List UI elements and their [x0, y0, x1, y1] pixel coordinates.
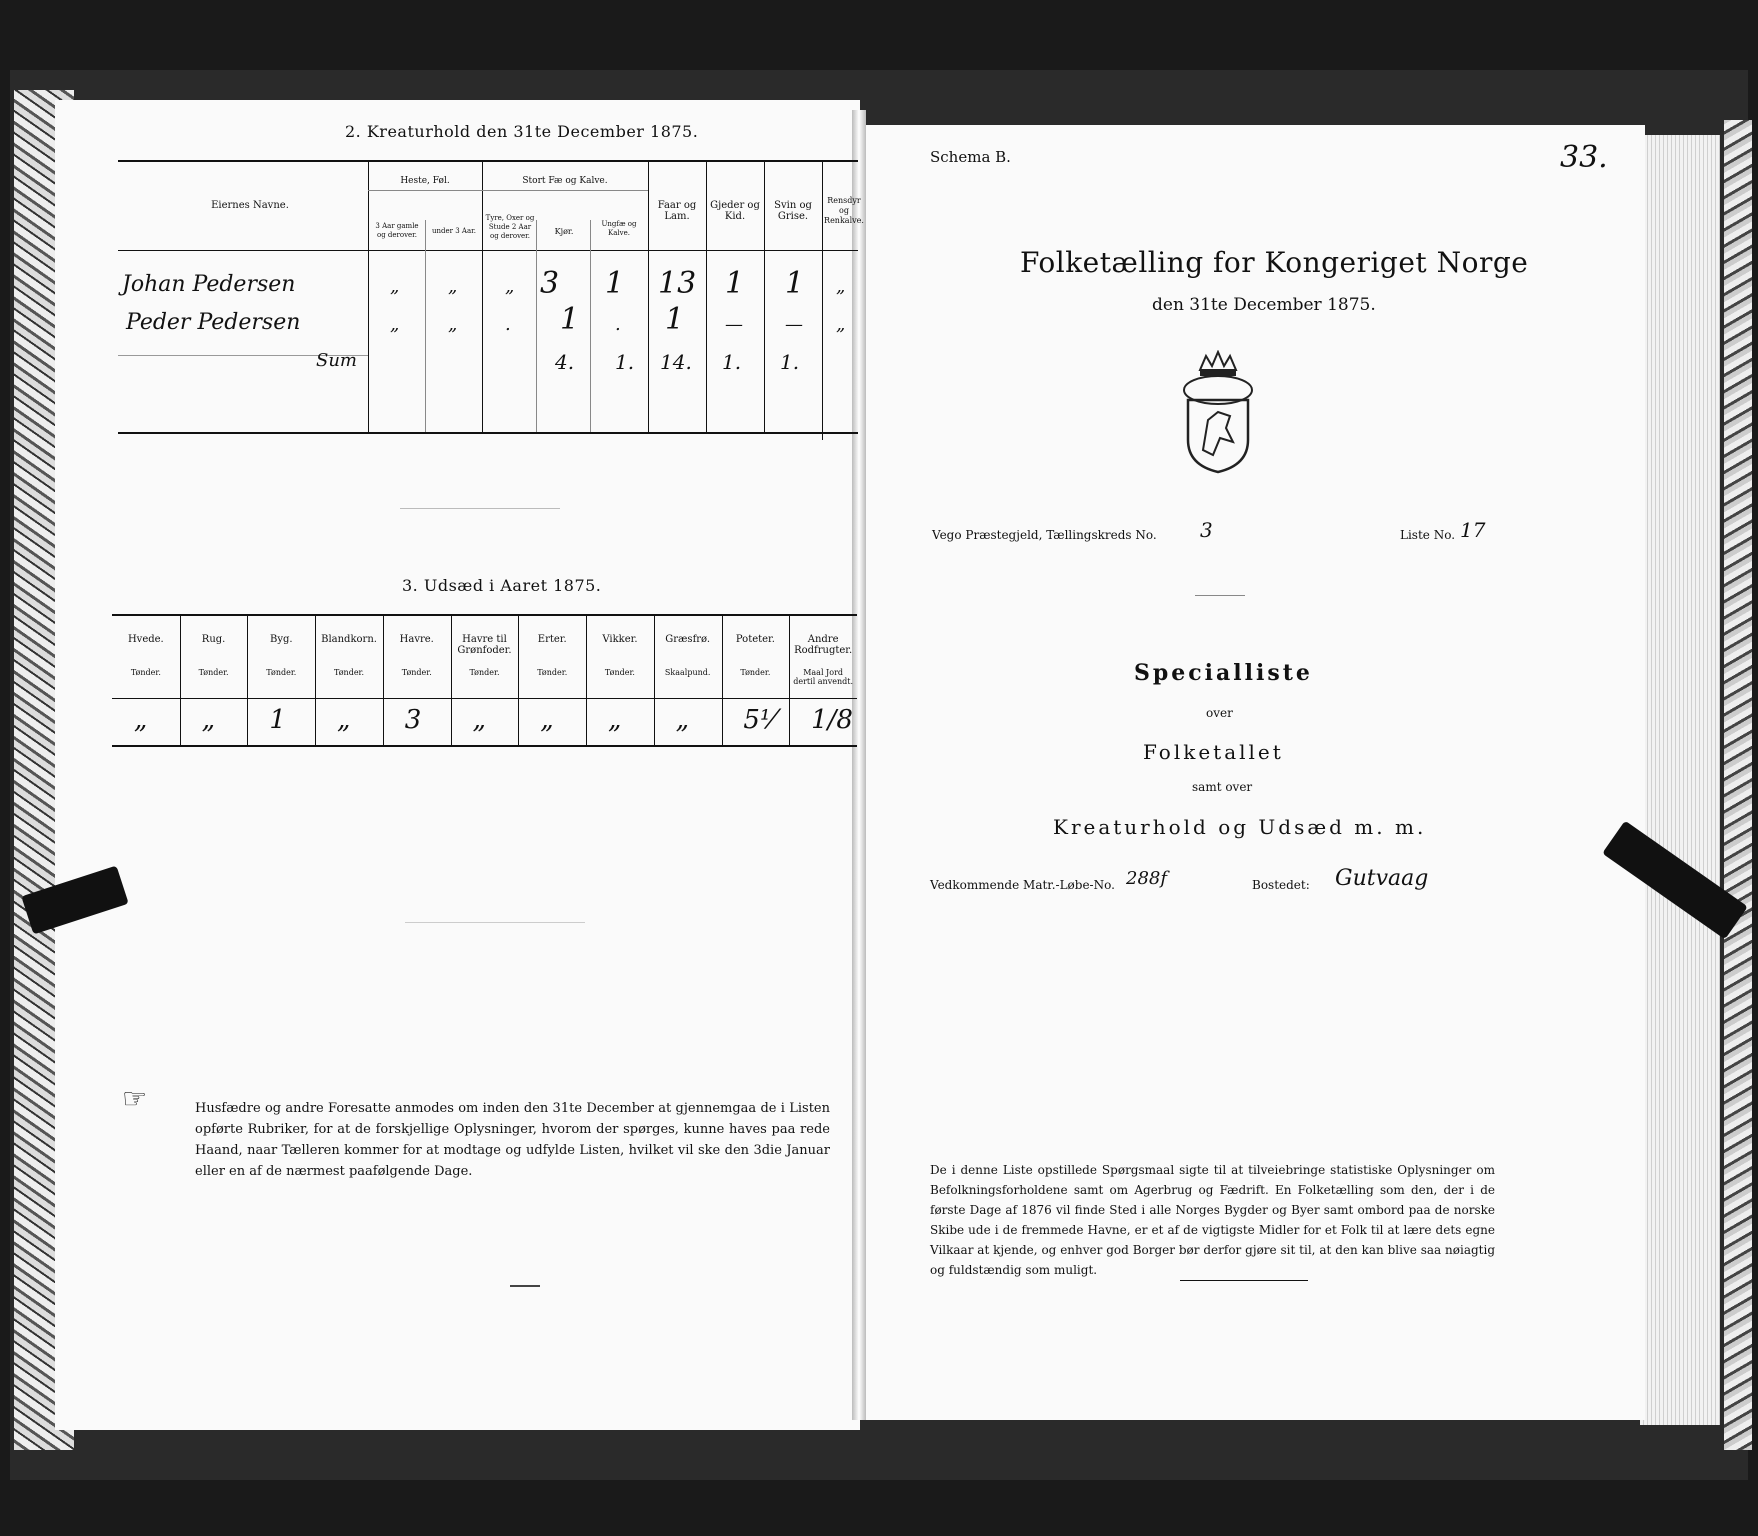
- owner-name: Peder Pedersen: [126, 310, 301, 335]
- cell-value: „: [836, 276, 846, 297]
- udsaed-col-header: Havre til Grønfoder.: [457, 634, 512, 656]
- cell-value: „: [448, 314, 458, 335]
- cell-value: 13: [658, 266, 697, 301]
- udsaed-value: „: [201, 705, 216, 735]
- cell-value: —: [785, 314, 803, 335]
- cell-value: 1: [725, 266, 745, 301]
- sum-label: Sum: [316, 350, 357, 371]
- table2-vline: [648, 160, 649, 432]
- table2-sub-rule: [368, 190, 482, 191]
- table3-bottom-rule: [112, 745, 857, 747]
- udsaed-col-unit: Skaalpund.: [664, 668, 711, 677]
- udsaed-value: 1: [269, 705, 286, 735]
- col-stort-sub2: Kjør.: [554, 227, 574, 236]
- cell-value: „: [390, 276, 400, 297]
- table2-vline: [590, 220, 591, 432]
- instructions-note: Husfædre og andre Foresatte anmodes om inden den 31te December at gjennemgaa de i Listen opførte Rubriker, for at de forskjellige Oplysninger, hvorom der spørges, kunne haves paa rede Haand, naar Tælleren kommer for at modtage og udfylde Listen, hvilket vil ske den 3die Januar eller en af de nærmest paafølgende Dage.: [195, 1101, 830, 1179]
- matr-value: 288f: [1126, 868, 1168, 889]
- cell-value: —: [725, 314, 743, 335]
- table3-vline: [654, 614, 655, 746]
- kreaturhold-heading: Kreaturhold og Udsæd m. m.: [1053, 815, 1427, 839]
- udsaed-col-header: Hvede.: [127, 634, 164, 645]
- pointing-hand-icon: ☞: [122, 1082, 148, 1115]
- cell-value: „: [448, 276, 458, 297]
- sum-value: 14.: [660, 350, 692, 374]
- sum-value: 4.: [555, 350, 575, 374]
- divider: [405, 922, 585, 923]
- table3-vline: [315, 614, 316, 746]
- udsaed-value: 5⅟: [743, 705, 775, 735]
- page-edges: [1640, 135, 1720, 1425]
- specialliste-heading: Specialliste: [1134, 660, 1313, 686]
- table3-vline: [518, 614, 519, 746]
- table3-vline: [383, 614, 384, 746]
- cell-value: 1: [605, 266, 625, 301]
- table2-vline: [425, 220, 426, 432]
- table3-vline: [789, 614, 790, 746]
- udsaed-value: 1/8: [811, 705, 853, 735]
- sum-value: 1.: [780, 350, 800, 374]
- col-heste-header: Heste, Føl.: [400, 176, 450, 186]
- coat-of-arms-icon: [1178, 350, 1258, 475]
- udsaed-value: „: [133, 705, 148, 735]
- table2-sub-rule: [482, 190, 648, 191]
- udsaed-col-header: Vikker.: [602, 634, 638, 645]
- table2-header-rule: [118, 250, 858, 251]
- page-ornament: [510, 1285, 540, 1287]
- col-stort-sub3: Ungfæ og Kalve.: [601, 220, 637, 237]
- samt-over-label: samt over: [1192, 780, 1253, 794]
- udsaed-col-header: Poteter.: [735, 634, 775, 645]
- udsaed-value: 3: [404, 705, 422, 735]
- col-owner-header: Eiernes Navne.: [211, 200, 289, 211]
- udsaed-col-unit: Tønder.: [604, 668, 635, 677]
- col-heste-sub1: 3 Aar gamle og derover.: [375, 222, 419, 239]
- table2-vline: [536, 220, 537, 432]
- table2-vline: [368, 160, 369, 432]
- section3-title: 3. Udsæd i Aaret 1875.: [402, 576, 602, 595]
- col-ren-header: Rensdyr og Renkalve.: [824, 196, 864, 225]
- col-stort-header: Stort Fæ og Kalve.: [522, 176, 608, 186]
- udsaed-col-header: Blandkorn.: [321, 634, 377, 645]
- udsaed-col-unit: Tønder.: [334, 668, 365, 677]
- cell-value: „: [505, 276, 515, 297]
- cell-value: .: [505, 314, 511, 335]
- udsaed-col-header: Erter.: [537, 634, 567, 645]
- cell-value: 1: [560, 302, 580, 337]
- col-faar-header: Faar og Lam.: [657, 200, 697, 222]
- table3-top-rule: [112, 614, 857, 616]
- book-gutter: [852, 110, 866, 1420]
- table2-vline: [822, 160, 823, 440]
- col-stort-sub1: Tyre, Oxer og Stude 2 Aar og derover.: [485, 214, 535, 240]
- udsaed-value: „: [472, 705, 486, 735]
- table2-bottom-rule: [118, 432, 858, 434]
- marbled-cover-right: [1724, 120, 1752, 1450]
- sum-value: 1.: [615, 350, 635, 374]
- bosted-value: Gutvaag: [1335, 866, 1429, 891]
- cell-value: 1: [785, 266, 805, 301]
- udsaed-col-header: Græsfrø.: [665, 634, 711, 645]
- bosted-label: Bostedet:: [1252, 878, 1310, 892]
- table2-top-rule: [118, 160, 858, 162]
- col-gjeder-header: Gjeder og Kid.: [710, 200, 760, 222]
- udsaed-col-unit: Tønder.: [740, 668, 771, 677]
- footer-rule: [1180, 1280, 1308, 1281]
- udsaed-col-header: Havre.: [399, 634, 434, 645]
- divider: [1195, 595, 1245, 596]
- liste-label: Liste No.: [1400, 528, 1456, 542]
- udsaed-value: „: [607, 705, 622, 735]
- table2-vline: [764, 160, 765, 432]
- cell-value: 1: [665, 302, 685, 337]
- over-label: over: [1206, 706, 1233, 720]
- udsaed-col-header: Rug.: [201, 634, 226, 645]
- udsaed-col-unit: Tønder.: [537, 668, 568, 677]
- folio-number: 33.: [1560, 140, 1608, 175]
- main-subtitle: den 31te December 1875.: [1152, 295, 1376, 315]
- udsaed-col-unit: Tønder.: [198, 668, 229, 677]
- udsaed-value: „: [540, 705, 554, 735]
- table3-vline: [722, 614, 723, 746]
- udsaed-col-unit: Tønder.: [266, 668, 297, 677]
- table3-vline: [451, 614, 452, 746]
- sum-value: 1.: [722, 350, 742, 374]
- udsaed-value: „: [337, 705, 351, 735]
- cell-value: „: [836, 314, 846, 335]
- table2-vline: [482, 160, 483, 432]
- table3-header-rule: [112, 698, 857, 699]
- divider: [400, 508, 560, 509]
- table3-vline: [586, 614, 587, 746]
- schema-label: Schema B.: [930, 148, 1011, 166]
- udsaed-value: „: [675, 705, 690, 735]
- col-heste-sub2: under 3 Aar.: [432, 227, 476, 235]
- udsaed-col-header: Byg.: [270, 634, 293, 645]
- kreds-number: 3: [1200, 518, 1213, 542]
- cell-value: .: [615, 314, 621, 335]
- liste-number: 17: [1460, 518, 1486, 542]
- prestegjeld-label: Vego Præstegjeld, Tællingskreds No.: [932, 528, 1157, 542]
- owner-name: Johan Pedersen: [122, 272, 296, 297]
- col-svin-header: Svin og Grise.: [774, 200, 812, 222]
- table3-vline: [180, 614, 181, 746]
- section2-title: 2. Kreaturhold den 31te December 1875.: [345, 122, 699, 141]
- footer-text: De i denne Liste opstillede Spørgsmaal sigte til at tilveiebringe statistiske Oplysninger om Befolkningsforholdene samt om Agerbrug og Fædrift. En Folketælling som den, der i de første Dage af 1876 vil finde Sted i alle Norges Bygder og Byer samt ombord paa de norske Skibe ude i de fremmede Havne, er et af de vigtigste Midler for et Folk til at lære dets egne Vilkaar at kjende, og enhver god Borger bør derfor gjøre sit til, at den kan blive saa nøiagtig og fuldstændig som muligt.: [930, 1163, 1495, 1277]
- folketallet-heading: Folketallet: [1143, 740, 1284, 764]
- table2-vline: [706, 160, 707, 432]
- udsaed-col-unit: Maal Jord dertil anvendt.: [793, 668, 853, 686]
- matr-label: Vedkommende Matr.-Løbe-No.: [930, 878, 1115, 892]
- udsaed-col-unit: Tønder.: [469, 668, 500, 677]
- udsaed-col-header: Andre Rodfrugter.: [794, 634, 853, 656]
- cell-value: 3: [540, 266, 560, 301]
- udsaed-col-unit: Tønder.: [401, 668, 432, 677]
- udsaed-col-unit: Tønder.: [130, 668, 161, 677]
- table3-vline: [247, 614, 248, 746]
- main-title: Folketælling for Kongeriget Norge: [1020, 246, 1529, 279]
- cell-value: „: [390, 314, 400, 335]
